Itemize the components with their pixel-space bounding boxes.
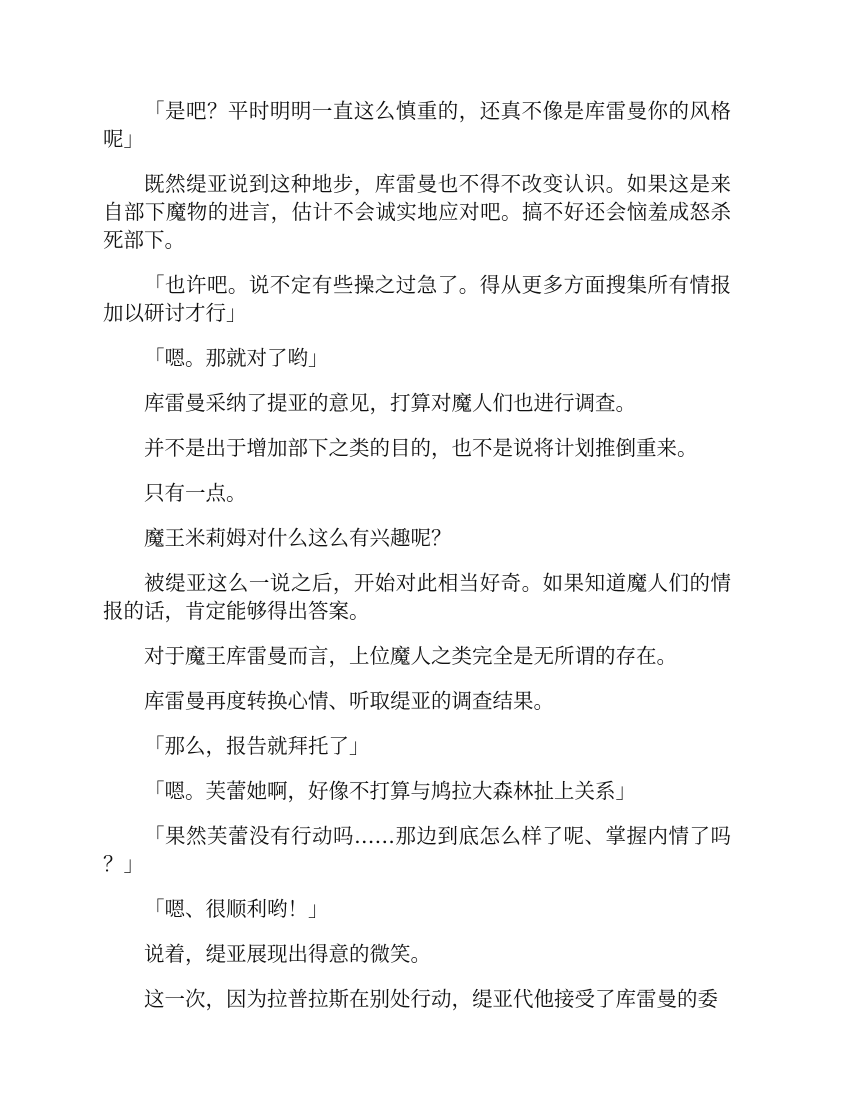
- paragraph: 库雷曼再度转换心情、听取缇亚的调查结果。: [144, 689, 554, 713]
- paragraph: 被缇亚这么一说之后，开始对此相当好奇。如果知道魔人们的情报的话，肯定能够得出答案。: [103, 571, 731, 623]
- paragraph: 「果然芙蕾没有行动吗……那边到底怎么样了呢、掌握内情了吗？」: [103, 824, 731, 876]
- body-text: [103, 97, 731, 1030]
- paragraph: 「也许吧。说不定有些操之过急了。得从更多方面搜集所有情报加以研讨才行」: [103, 273, 731, 325]
- paragraph: 魔王米莉姆对什么这么有兴趣呢？: [144, 526, 452, 550]
- paragraph: 「是吧？平时明明一直这么慎重的，还真不像是库雷曼你的风格呢」: [103, 99, 731, 151]
- paragraph: 既然缇亚说到这种地步，库雷曼也不得不改变认识。如果这是来自部下魔物的进言，估计不会诚实地应对吧。搞不好还会恼羞成怒杀死部下。: [103, 172, 731, 252]
- paragraph: 库雷曼采纳了提亚的意见，打算对魔人们也进行调查。: [144, 391, 636, 415]
- paragraph: 并不是出于增加部下之类的目的，也不是说将计划推倒重来。: [144, 436, 698, 460]
- paragraph: 「嗯、很顺利哟！」: [144, 897, 329, 921]
- paragraph: 这一次，因为拉普拉斯在别处行动，缇亚代他接受了库雷曼的委: [144, 987, 718, 1011]
- paragraph: 「嗯。芙蕾她啊，好像不打算与鸠拉大森林扯上关系」: [144, 779, 636, 803]
- paragraph: 对于魔王库雷曼而言，上位魔人之类完全是无所谓的存在。: [144, 644, 677, 668]
- paragraph: 说着，缇亚展现出得意的微笑。: [144, 942, 431, 966]
- paragraph: 「嗯。那就对了哟」: [144, 346, 329, 370]
- paragraph: 「那么，报告就拜托了」: [144, 734, 370, 758]
- paragraph: 只有一点。: [144, 481, 247, 505]
